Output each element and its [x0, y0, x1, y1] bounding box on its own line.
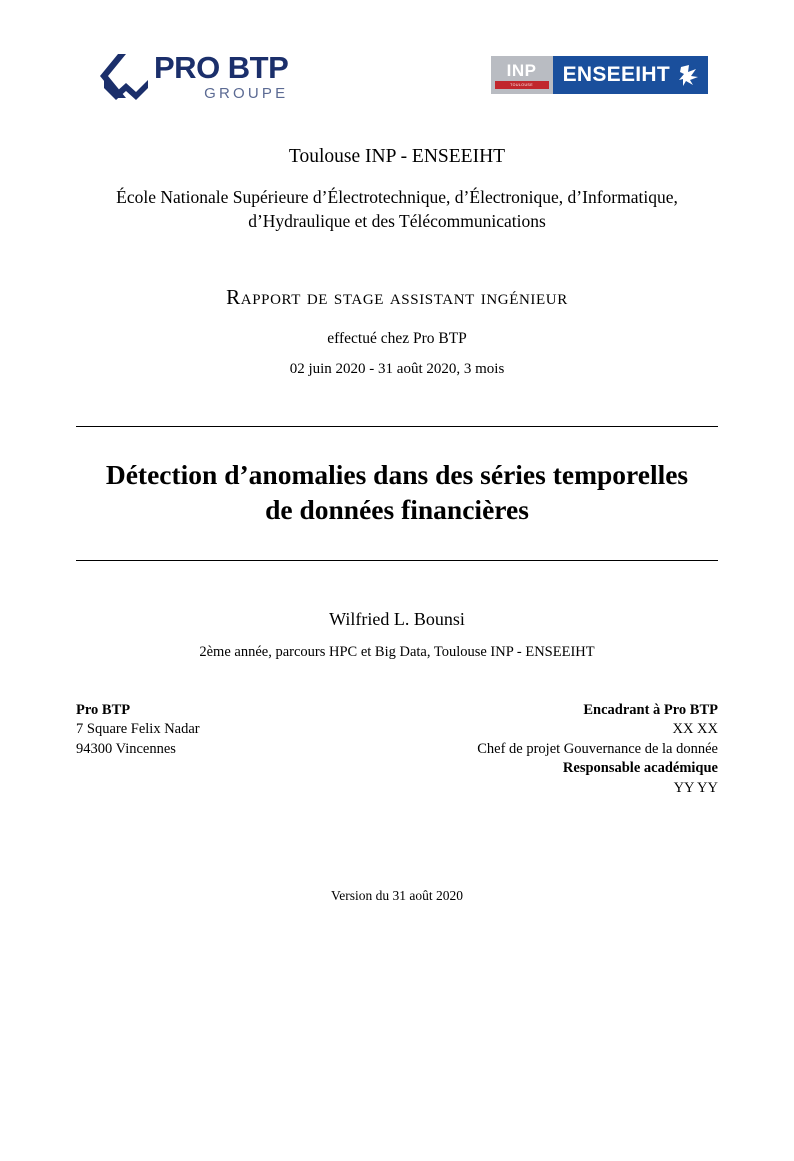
inp-label: INP: [506, 60, 537, 80]
company-name: Pro BTP: [76, 701, 131, 718]
enseeiht-block: [553, 56, 708, 94]
contacts-block: [76, 701, 718, 799]
report-type: Rapport de stage assistant ingénieur: [226, 285, 568, 310]
company-address: 7 Square Felix Nadar: [76, 721, 200, 738]
company-contact: [76, 701, 200, 799]
probtp-name: PRO BTP: [154, 49, 289, 85]
academic-supervisor-name: YY YY: [673, 779, 718, 796]
version-line: Version du 31 août 2020: [331, 888, 463, 904]
enseeiht-label: ENSEEIHT: [562, 63, 670, 86]
company-city: 94300 Vincennes: [76, 740, 176, 757]
enseeiht-bird-icon: [678, 63, 700, 87]
inp-sublabel: TOULOUSE: [510, 82, 534, 87]
author-details: 2ème année, parcours HPC et Big Data, Toulouse INP - ENSEEIHT: [199, 643, 595, 660]
report-company-line: effectué chez Pro BTP: [327, 330, 467, 348]
supervisor-role: Chef de projet Gouvernance de la donnée: [477, 740, 718, 757]
supervisor-name: XX XX: [672, 721, 718, 738]
page-title-line-2: de données financières: [265, 494, 529, 526]
logo-row: [76, 38, 718, 124]
supervisors-contact: [477, 701, 718, 799]
institution-full-name: [76, 186, 718, 233]
title-page: [0, 38, 794, 1161]
institution-name: Toulouse INP - ENSEEIHT: [288, 146, 506, 167]
report-dates: 02 juin 2020 - 31 août 2020, 3 mois: [289, 361, 505, 378]
inp-block: [491, 56, 553, 94]
divider-bottom: [76, 560, 718, 561]
inp-enseeiht-logo: [491, 56, 708, 94]
probtp-chevron-waves-icon: [96, 50, 152, 102]
institution-full-line-2: d’Hydraulique et des Télécommunications: [248, 210, 546, 231]
probtp-subtitle: GROUPE: [204, 84, 289, 102]
institution-full-line-1: École Nationale Supérieure d’Électrotechnique, d’Électronique, d’Informatique,: [116, 187, 678, 207]
divider-top: [76, 426, 718, 427]
supervisor-label: Encadrant à Pro BTP: [583, 701, 718, 718]
academic-supervisor-label: Responsable académique: [562, 760, 718, 777]
page-title: [76, 457, 718, 527]
page-title-line-1: Détection d’anomalies dans des séries temporelles: [105, 459, 689, 491]
probtp-wordmark: [154, 49, 289, 102]
author-name: Wilfried L. Bounsi: [329, 608, 465, 629]
inp-red-bar: [495, 81, 549, 89]
probtp-logo: [96, 50, 288, 102]
